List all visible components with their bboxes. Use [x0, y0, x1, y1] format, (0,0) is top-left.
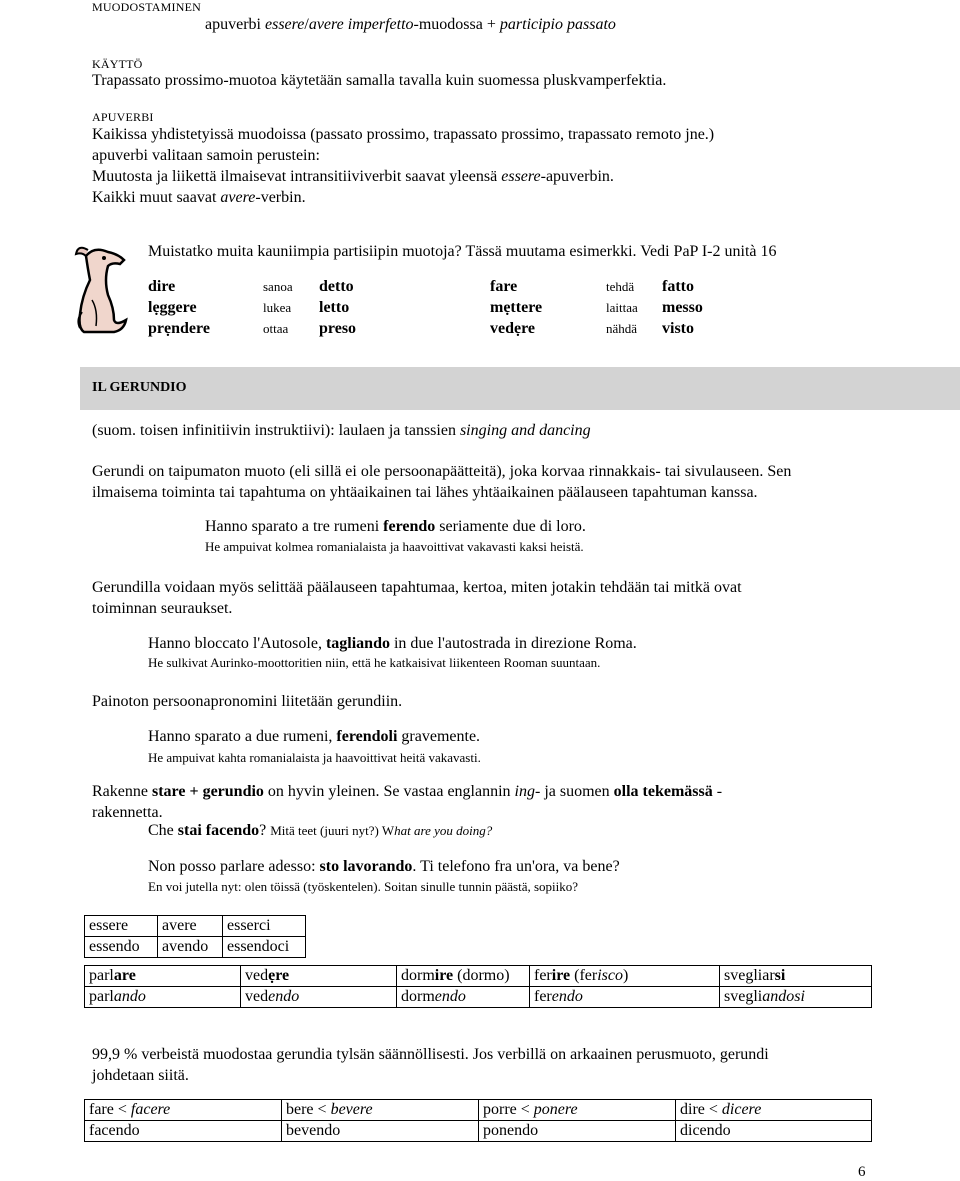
conjugation-table: [84, 965, 872, 1008]
regular-gerund-note: 99,9 % verbeistä muodostaa gerundia tylsän säännöllisesti. Jos verbillä on arkaainen perusmuoto, gerundi johdetaan siitä.: [92, 1046, 769, 1084]
gerund-paragraph-3: Painoton persoonapronomini liitetään gerundiin.: [92, 693, 403, 710]
participles-intro: Muistatko muita kauniimpia partisiipin muotoja? Tässä muutama esimerkki. Vedi PaP I-2 unità 16: [148, 243, 777, 260]
gerund-definition: (suom. toisen infinitiivin instruktiivi): laulaen ja tanssien singing and dancing: [92, 422, 591, 439]
auxiliary-gerund-table: [84, 915, 306, 958]
table-row: essendo avendo essendoci: [85, 937, 306, 958]
page-number: 6: [858, 1164, 866, 1180]
example-2: Hanno bloccato l'Autosole, tagliando in due l'autostrada in direzione Roma.: [148, 635, 637, 652]
table-row: facendo bevendo ponendo dicendo: [85, 1121, 872, 1142]
table-row: parlare vedẹre dormire (dormo) ferire (ferisco) svegliarsi: [85, 966, 872, 987]
example-4: Che stai facendo? Mitä teet (juuri nyt?) What are you doing?: [148, 822, 493, 839]
usage-text: Trapassato prossimo-muotoa käytetään samalla tavalla kuin suomessa pluskvamperfektia.: [92, 72, 667, 89]
table-row: dire sanoa detto fare tehdä fatto: [148, 277, 694, 295]
gerund-paragraph-4: Rakenne stare + gerundio on hyvin yleinen. Se vastaa englannin ing- ja suomen olla tekemässä - rakennetta.: [92, 783, 723, 821]
usage-label: KÄYTTÖ: [92, 57, 143, 71]
table-row: fare < facere bere < bevere porre < ponere dire < dicere: [85, 1100, 872, 1121]
participles-table: [148, 276, 703, 339]
example-1: Hanno sparato a tre rumeni ferendo seriamente due di loro.: [205, 518, 586, 535]
example-2-translation: He sulkivat Aurinko-moottoritien niin, että he katkaisivat liikenteen Rooman suuntaan.: [148, 655, 601, 670]
table-row: parlando vedendo dormendo ferendo svegliandosi: [85, 987, 872, 1008]
auxiliary-label: APUVERBI: [92, 110, 154, 124]
table-row: lẹggere lukea letto mẹttere laittaa messo: [148, 298, 703, 316]
formation-label: MUODOSTAMINEN: [92, 0, 201, 14]
section-header-gerund: IL GERUNDIO: [80, 367, 960, 410]
example-3: Hanno sparato a due rumeni, ferendoli gravemente.: [148, 728, 481, 745]
example-5: Non posso parlare adesso: sto lavorando. Ti telefono fra un'ora, va bene?: [148, 858, 620, 875]
table-row: prẹndere ottaa preso vedẹre nähdä visto: [148, 319, 694, 337]
gerund-paragraph-1: Gerundi on taipumaton muoto (eli sillä ei ole persoonapäätteitä), joka korvaa rinnakkais- tai sivulauseen. Sen ilmaisema toiminta tai tapahtuma on yhtäaikainen tai lähes yhtäaikainen päälauseen tapahtuman kanssa.: [92, 463, 792, 501]
example-3-translation: He ampuivat kahta romanialaista ja haavoittivat heitä vakavasti.: [148, 750, 481, 765]
bird-mascot-icon: [74, 240, 134, 340]
auxiliary-text: Kaikissa yhdistetyissä muodoissa (passato prossimo, trapassato prossimo, trapassato remoto jne.) apuverbi valitaan samoin perustein: Muutosta ja liikettä ilmaisevat intransitiiviverbit saavat yleensä essere-apuverbin. Kaikki muut saavat avere-verbin.: [92, 126, 715, 206]
archaic-forms-table: [84, 1099, 872, 1142]
example-1-translation: He ampuivat kolmea romanialaista ja haavoittivat vakavasti kaksi heistä.: [205, 539, 584, 554]
table-row: essere avere esserci: [85, 916, 306, 937]
gerund-paragraph-2: Gerundilla voidaan myös selittää päälauseen tapahtumaa, kertoa, miten jotakin tehdään tai mitkä ovat toiminnan seuraukset.: [92, 579, 742, 617]
example-5-translation: En voi jutella nyt: olen töissä (työskentelen). Soitan sinulle tunnin päästä, sopiiko?: [148, 879, 579, 894]
formation-rule: apuverbi essere/avere imperfetto-muodossa + participio passato: [205, 16, 616, 33]
